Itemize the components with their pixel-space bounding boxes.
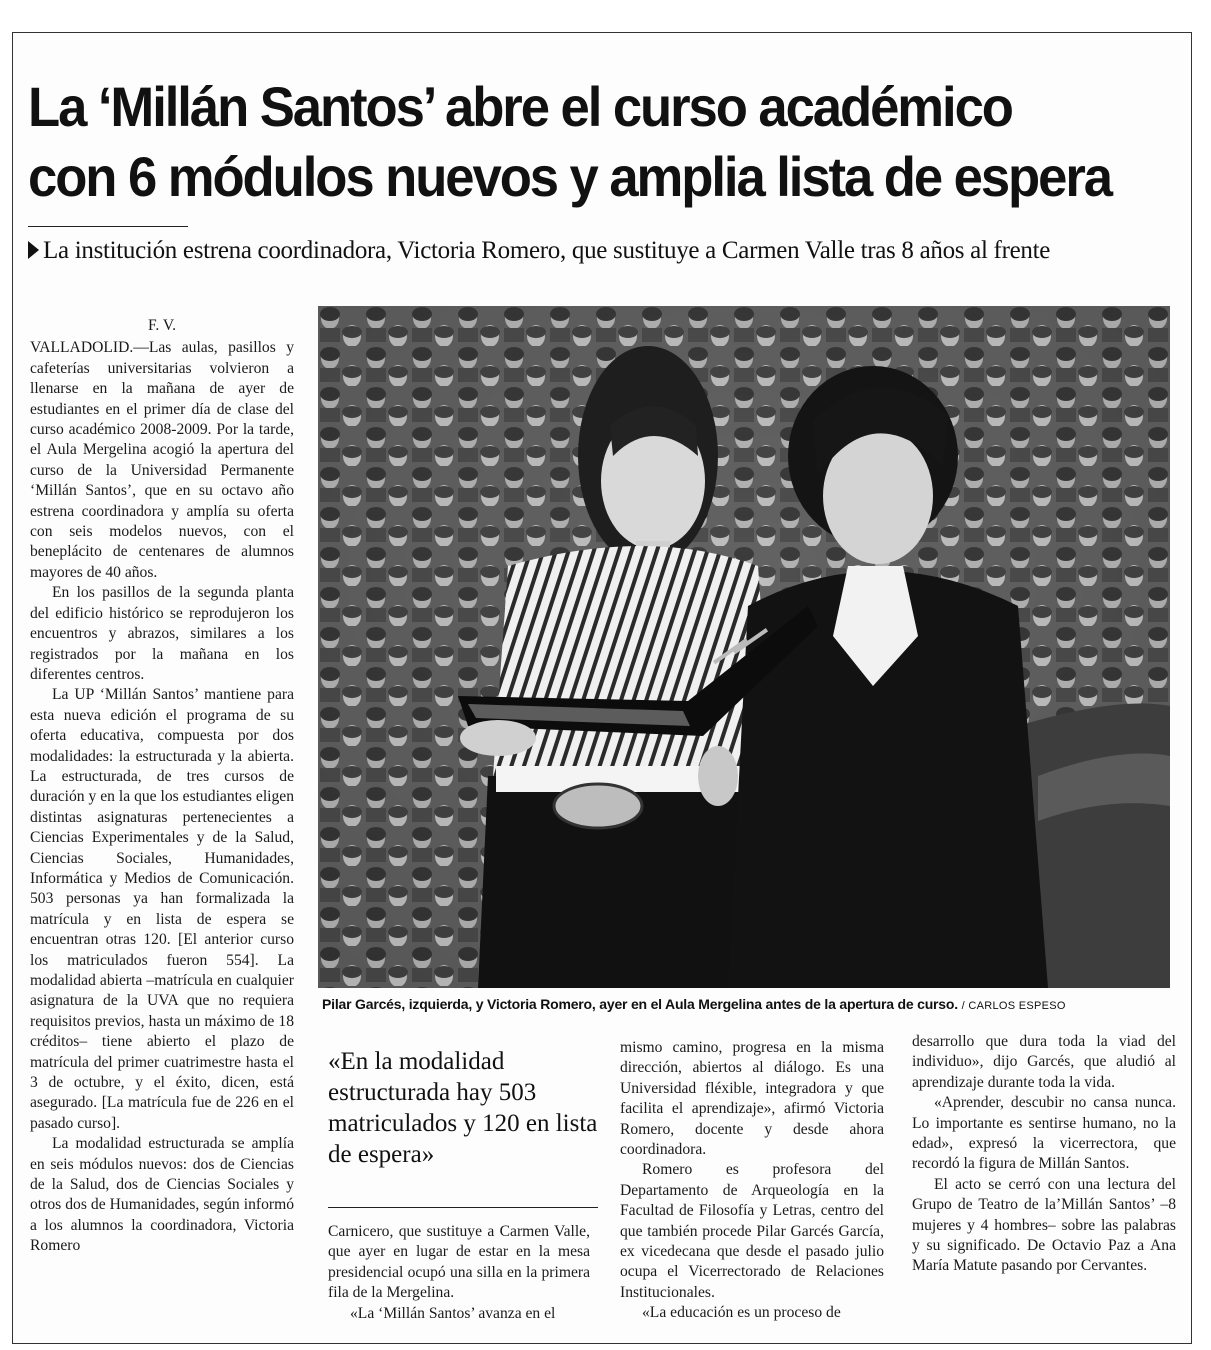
caption-text: Pilar Garcés, izquierda, y Victoria Romero, ayer en el Aula Mergelina antes de la apertura de curso. xyxy=(322,996,958,1012)
photo-credit: / CARLOS ESPESO xyxy=(961,1000,1066,1012)
paragraph: «Aprender, descubir no cansa nunca. Lo importante es sentirse humano, no la edad», expresó la vicerrectora, que recordó la figura de Millán Santos. xyxy=(912,1094,1176,1173)
pull-quote-rule xyxy=(328,1207,598,1208)
paragraph: desarrollo que dura toda la viad del individuo», dijo Garcés, que aludió al aprendizaje durante toda la vida. xyxy=(912,1033,1176,1091)
photo-caption xyxy=(322,994,1172,1016)
paragraph: «La ‘Millán Santos’ avanza en el xyxy=(350,1304,556,1322)
paragraph: La UP ‘Millán Santos’ mantiene para esta nueva edición el programa de su oferta educativa, compuesta por dos modalidades: la estructurada y la abierta. La estructurada, de tres cursos de duración y en la que los estudiantes eligen distintas asignaturas pertenecientes a Ciencias Experimentales y de la Salud, Ciencias Sociales, Humanidades, Informática y Medios de Comunicación. 503 personas ya han formalizada la matrícula y en lista de espera se encuentran otras 120. [El anterior curso los matriculados fueron 554]. La modalidad abierta –matrícula en cualquier asignatura de la UVA que no requiera requisitos previos, hasta un máximo de 18 créditos– tiene abierto el plazo de matrícula del primer cuatrimestre hasta el 3 de octubre, y el éxito, dicen, está asegurado. [La matrícula fue de 226 en el pasado curso]. xyxy=(30,686,294,1132)
article-column-2 xyxy=(328,1222,590,1324)
article-column-1 xyxy=(30,316,294,1257)
headline-line-1: La ‘Millán Santos’ abre el curso académico xyxy=(28,75,1012,138)
article-column-4 xyxy=(912,1032,1176,1277)
subheadline xyxy=(28,236,1188,266)
paragraph: La modalidad estructurada se amplía en seis módulos nuevos: dos de Ciencias de la Salud, dos de Ciencias Sociales y otros dos de Humanidades, según informó a los alumnos la coordinadora, Victoria Romero xyxy=(30,1135,294,1255)
headline-line-2: con 6 módulos nuevos y amplia lista de espera xyxy=(28,145,1111,208)
subheadline-text: La institución estrena coordinadora, Victoria Romero, que sustituye a Carmen Valle tras 8 años al frente xyxy=(43,237,1051,264)
paragraph: Carnicero, que sustituye a Carmen Valle, que ayer en lugar de estar en la mesa presidencial ocupó una silla en la primera fila de la Mergelina. xyxy=(328,1223,590,1302)
triangle-bullet-icon xyxy=(28,241,39,259)
paragraph: El acto se cerró con una lectura del Grupo de Teatro de la’Millán Santos’ –8 mujeres y 4 hombres– sobre las palabras y su significado. De Octavio Paz a Ana María Matute pasando por Cervantes. xyxy=(912,1175,1176,1275)
headline xyxy=(28,72,1118,212)
paragraph: En los pasillos de la segunda planta del edificio histórico se reprodujeron los encuentros y abrazos, similares a los registrados por la mañana en los diferentes centros. xyxy=(30,584,294,683)
headline-rule xyxy=(28,226,188,227)
byline: F. V. xyxy=(147,317,177,334)
article-photo xyxy=(318,306,1170,988)
paragraph: VALLADOLID.—Las aulas, pasillos y cafeterías universitarias volvieron a llenarse en la mañana de ayer de estudiantes en el primer día de clase del curso académico 2008-2009. Por la tarde, el Aula Mergelina acogió la apertura del curso de la Universidad Permanente ‘Millán Santos’, que en su octavo año estrena coordinadora y amplía su oferta con seis modelos nuevos, con el beneplácito de centenares de alumnos mayores de 40 años. xyxy=(30,339,294,581)
paragraph: mismo camino, progresa en la misma dirección, abiertos al diálogo. Es una Universidad fléxible, integradora y que facilita el aprendizaje», afirmó Victoria Romero, docente y desde ahora coordinadora. xyxy=(620,1039,884,1159)
pull-quote: «En la modalidad estructurada hay 503 matriculados y 120 en lista de espera» xyxy=(328,1048,598,1168)
paragraph: «La educación es un proceso de xyxy=(642,1304,841,1322)
article-column-3 xyxy=(620,1038,884,1324)
paragraph: Romero es profesora del Departamento de Arqueología en la Facultad de Filosofía y Letras, centro del que también procede Pilar Garcés García, ex vicedecana que desde el pasado julio ocupa el Vicerrectorado de Relaciones Institucionales. xyxy=(620,1161,884,1301)
